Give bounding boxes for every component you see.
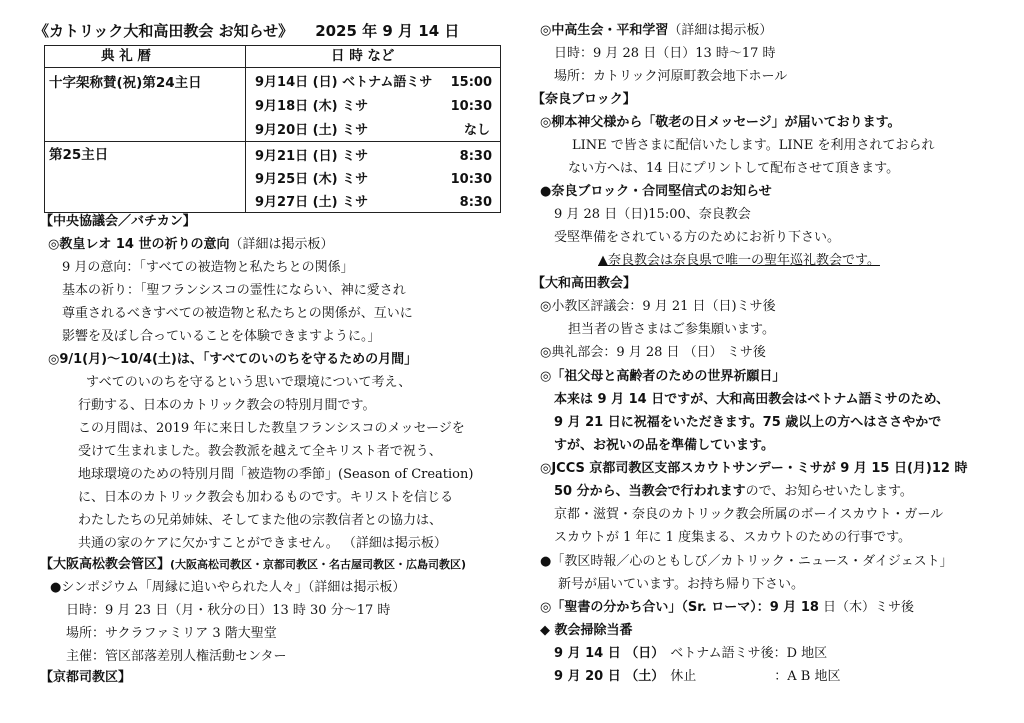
newsletter-line: 新号が届いています。お持ち帰り下さい。	[558, 577, 804, 592]
youth-line: 場所：カトリック河原町教会地下ホール	[554, 69, 788, 84]
cleaning-duty-title: ◆ 教会掃除当番	[540, 623, 633, 638]
liturgy-schedule-table	[44, 45, 501, 213]
schedule-row	[255, 122, 500, 140]
osaka-heading	[40, 556, 466, 574]
schedule-time: 8:30	[459, 195, 492, 210]
cleaning-area: ベトナム語ミサ後：D 地区	[670, 646, 828, 661]
scout-line	[554, 483, 913, 501]
col-header-datetime: 日 時 など	[331, 48, 395, 64]
schedule-row	[255, 194, 500, 212]
schedule-entry: 9月14日 (日) ベトナム語ミサ	[255, 75, 433, 90]
table-rule	[45, 67, 500, 68]
schedule-row	[255, 171, 500, 189]
liturgy-meeting-line: ◎典礼部会：9 月 28 日 （日） ミサ後	[540, 345, 766, 360]
schedule-entry: 9月25日 (木) ミサ	[255, 172, 369, 187]
youth-label: ◎中高生会・平和学習	[540, 23, 669, 38]
message-line: ない方へは、14 日にプリントして配布させて頂きます。	[568, 161, 900, 176]
grandparents-line: すが、お祝いの品を準備しています。	[554, 438, 774, 453]
message-line: LINE で皆さまに配信いたします。LINE を利用されておられ	[572, 138, 935, 153]
symposium-title: ●シンポジウム「周縁に追いやられた人々」（詳細は掲示板）	[50, 580, 406, 595]
col-header-liturgy: 典 礼 暦	[101, 48, 151, 64]
confirmation-line: 9 月 28 日（日)15:00、奈良教会	[554, 207, 751, 222]
cleaning-row	[554, 668, 840, 686]
prayer-line: 影響を及ぼし合っていることを体験できますように。」	[62, 329, 381, 344]
youth-title	[540, 22, 772, 40]
section-heading-sub: (大阪高松司教区・京都司教区・名古屋司教区・広島司教区)	[170, 558, 467, 571]
youth-line: 日時：9 月 28 日（日）13 時～17 時	[554, 46, 776, 61]
cleaning-date: 9 月 20 日 （土）	[554, 669, 665, 684]
bible-sharing-line	[540, 599, 914, 617]
prayer-intention-note: （詳細は掲示板）	[229, 237, 334, 252]
grandparents-day-title: ◎「祖父母と高齢者のための世界祈願日」	[540, 369, 786, 384]
table-divider	[245, 46, 246, 212]
month-line: 共通の家のケアに欠かすことができません。 （詳細は掲示板）	[78, 536, 447, 551]
cleaning-row	[554, 645, 827, 663]
bible-sharing-time: 日（木）ミサ後	[818, 600, 915, 615]
confirmation-title: ●奈良ブロック・合同堅信式のお知らせ	[540, 184, 772, 199]
confirmation-note: ▲奈良教会は奈良県で唯一の聖年巡礼教会です。	[598, 253, 880, 268]
elderly-message-title: ◎柳本神父様から「敬老の日メッセージ」が届いております。	[540, 115, 901, 130]
schedule-row	[255, 148, 500, 166]
scout-line: 京都・滋賀・奈良のカトリック教会所属のボーイスカウト・ガール	[554, 507, 944, 522]
scout-sunday-title: ◎JCCS 京都司教区支部スカウトサンデー・ミサが 9 月 15 日(月)12 時	[540, 461, 968, 476]
schedule-time: 15:00	[450, 75, 492, 90]
schedule-row	[255, 98, 500, 116]
left-column	[0, 0, 505, 723]
liturgy-label: 第25主日	[49, 147, 109, 163]
liturgy-label: 十字架称賛(祝)第24主日	[49, 75, 202, 91]
right-column	[512, 0, 1024, 723]
cleaning-area: 休止 ：A B 地区	[670, 669, 841, 684]
confirmation-line: 受堅準備をされている方のためにお祈り下さい。	[554, 230, 841, 245]
month-line: 行動する、日本のカトリック教会の特別月間です。	[78, 398, 376, 413]
schedule-entry: 9月18日 (木) ミサ	[255, 99, 369, 114]
table-rule	[45, 141, 500, 142]
symposium-line: 場所：サクラファミリア 3 階大聖堂	[66, 626, 277, 641]
council-line: ◎小教区評議会：9 月 21 日（日)ミサ後	[540, 299, 776, 314]
special-month-title: ◎9/1(月)～10/4(土)は、「すべてのいのちを守るための月間」	[48, 352, 418, 367]
schedule-time: 10:30	[450, 172, 492, 187]
schedule-entry: 9月21日 (日) ミサ	[255, 149, 369, 164]
prayer-line: 尊重されるべきすべての被造物と私たちとの関係が、互いに	[62, 306, 413, 321]
symposium-line: 日時：9 月 23 日（月・秋分の日）13 時 30 分～17 時	[66, 603, 391, 618]
prayer-intention-title	[48, 236, 334, 254]
month-line: 受けて生まれました。教会教派を越えて全キリスト者で祝う、	[78, 444, 442, 459]
section-heading: 【大和高田教会】	[532, 276, 637, 291]
scout-time: 50 分から、当教会で行われます	[554, 484, 746, 499]
section-heading: 【中央協議会／バチカン】	[40, 214, 196, 229]
scout-line: スカウトが 1 年に 1 度集まる、スカウトのための行事です。	[554, 530, 912, 545]
schedule-entry: 9月20日 (土) ミサ	[255, 123, 369, 138]
section-heading: 【大阪高松教会管区】	[40, 557, 171, 572]
section-heading: 【奈良ブロック】	[532, 92, 636, 107]
youth-note: （詳細は掲示板）	[668, 23, 773, 38]
prayer-line: 基本の祈り：「聖フランシスコの霊性にならい、神に愛され	[62, 283, 406, 298]
section-heading: 【京都司教区】	[40, 670, 132, 685]
grandparents-line: 本来は 9 月 14 日ですが、大和高田教会はベトナム語ミサのため、	[554, 392, 950, 407]
bulletin-title	[34, 22, 459, 40]
schedule-time: なし	[463, 123, 490, 138]
symposium-line: 主催：管区部落差別人権活動センター	[66, 649, 287, 664]
schedule-time: 8:30	[459, 149, 492, 164]
newsletter-line: ●「教区時報／心のともしび／カトリック・ニュース・ダイジェスト」	[540, 554, 953, 569]
month-line: この月間は、2019 年に来日した教皇フランシスコのメッセージを	[78, 421, 465, 436]
bulletin-date: 2025 年 9 月 14 日	[315, 22, 460, 40]
bulletin-heading: 《カトリック大和高田教会 お知らせ》	[34, 22, 294, 40]
month-line: わたしたちの兄弟姉妹、そしてまた他の宗教信者との協力は、	[78, 513, 443, 528]
month-line: 地球環境のための特別月間「被造物の季節」(Season of Creation)	[78, 467, 474, 482]
schedule-row	[255, 74, 500, 92]
scout-note: ので、お知らせいたします。	[745, 484, 913, 499]
prayer-intention-label: ◎教皇レオ 14 世の祈りの意向	[48, 237, 230, 252]
council-line: 担当者の皆さまはご参集願います。	[568, 322, 775, 337]
schedule-time: 10:30	[450, 99, 492, 114]
prayer-line: 9 月の意向：「すべての被造物と私たちとの関係」	[62, 260, 354, 275]
month-line: すべてのいのちを守るという思いで環境について考え、	[86, 375, 412, 390]
schedule-entry: 9月27日 (土) ミサ	[255, 195, 369, 210]
month-line: に、日本のカトリック教会も加わるものです。キリストを信じる	[78, 490, 454, 505]
bible-sharing-label: ◎「聖書の分かち合い」（Sr. ローマ）：9 月 18	[540, 600, 819, 615]
cleaning-date: 9 月 14 日 （日）	[554, 646, 665, 661]
grandparents-line: 9 月 21 日に祝福をいただきます。75 歳以上の方へはささやかで	[554, 415, 942, 430]
